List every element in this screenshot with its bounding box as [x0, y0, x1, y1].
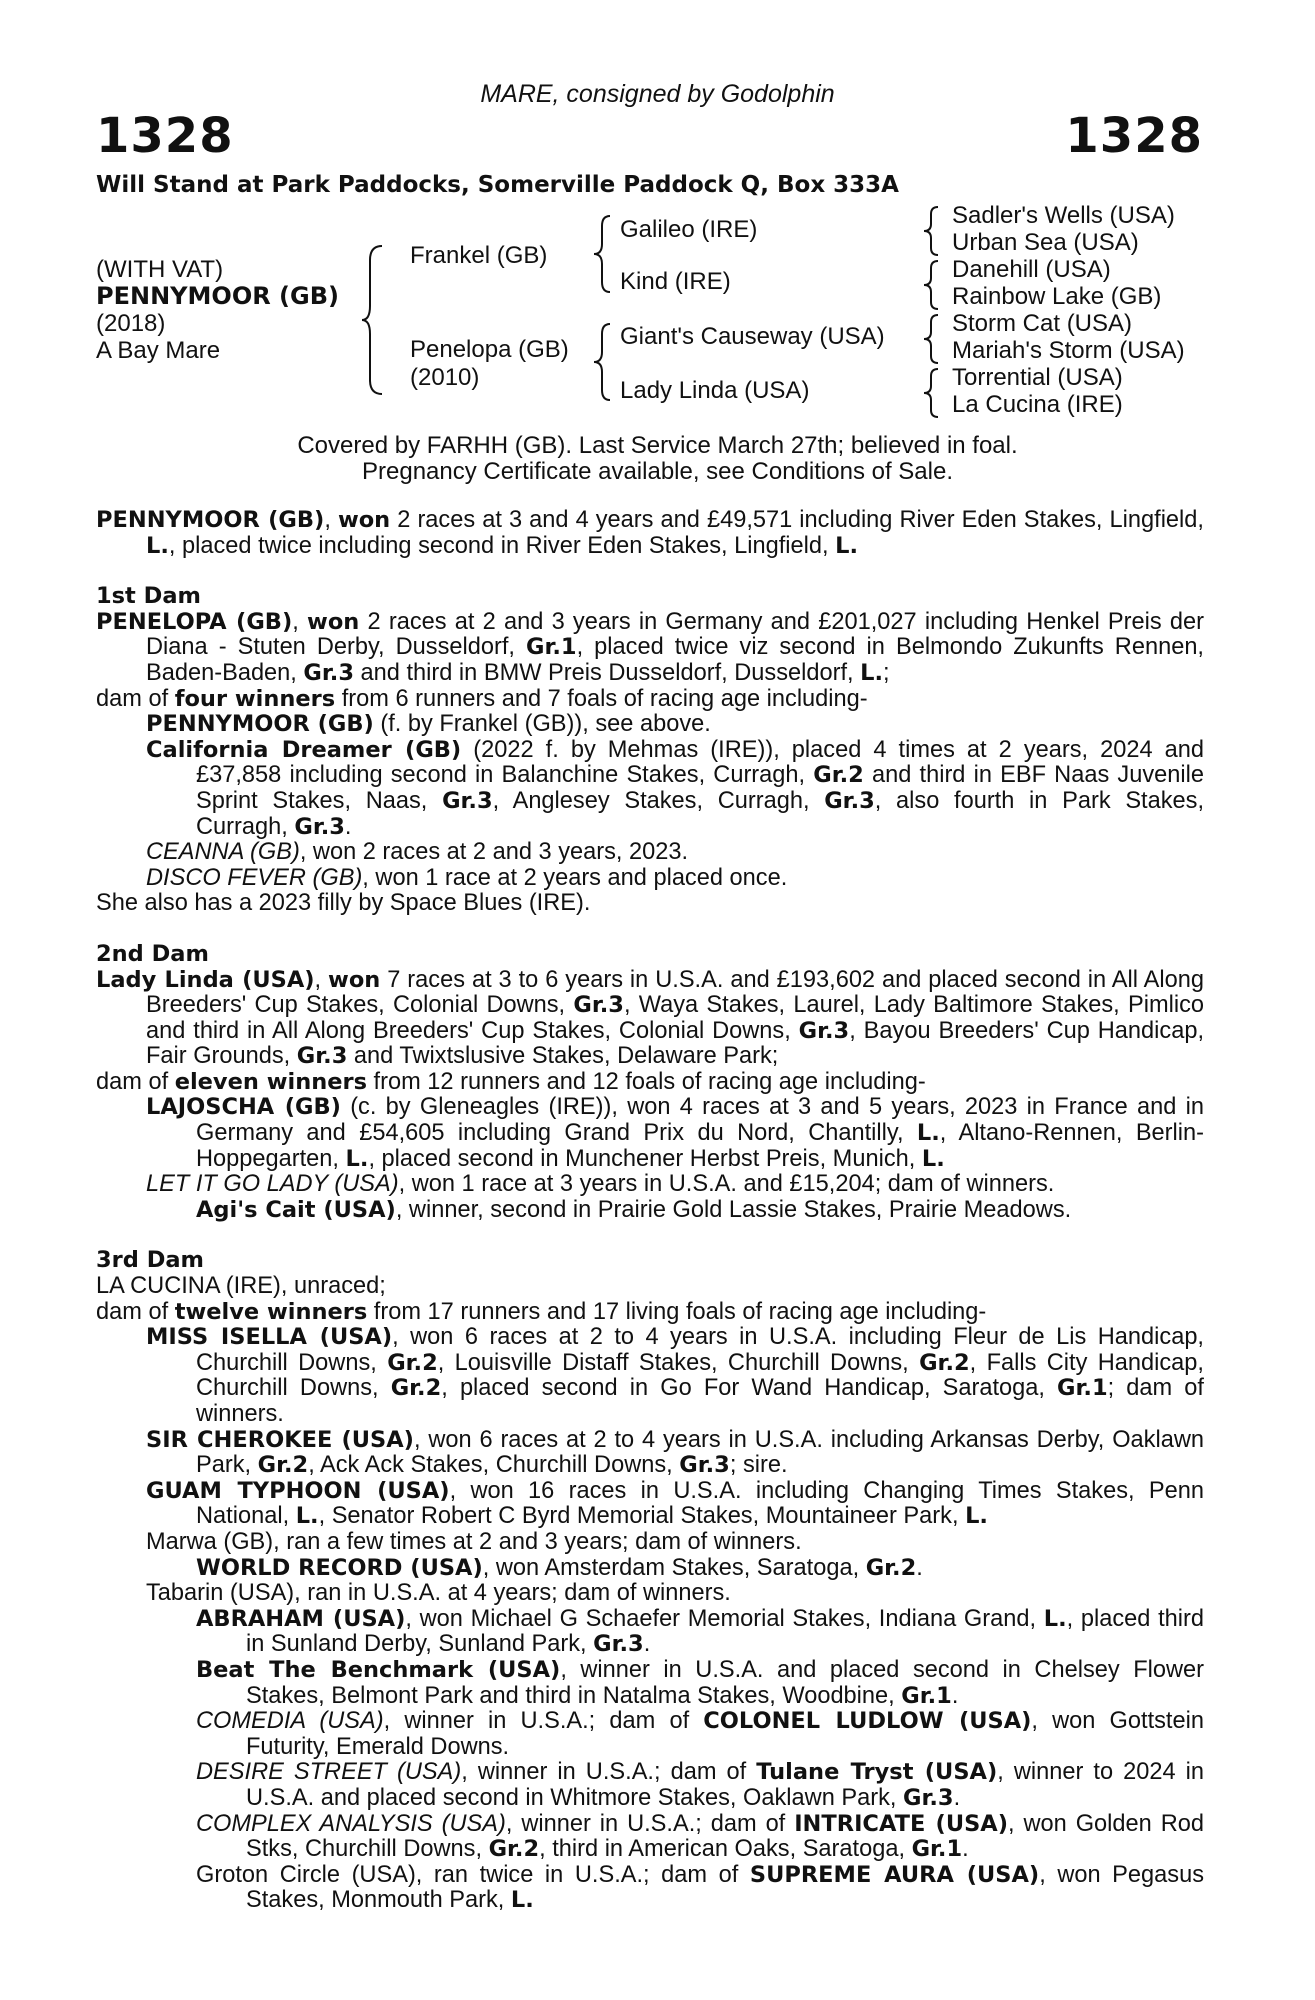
grandsire-7: Torrential (USA)	[952, 364, 1123, 391]
produce-comedia: COMEDIA (USA), winner in U.S.A.; dam of COLONEL LUDLOW (USA), won Gottstein Futurity, Emerald Downs.	[196, 1708, 1204, 1760]
produce-let-it-go-lady: LET IT GO LADY (USA), won 1 race at 3 years in U.S.A. and £15,204; dam of winners.	[146, 1171, 1055, 1198]
produce-groton-circle: Groton Circle (USA), ran twice in U.S.A.; dam of SUPREME AURA (USA), won Pegasus Stakes, Monmouth Park, L.	[196, 1861, 1205, 1914]
second-dam-record: Lady Linda (USA), won 7 races at 3 to 6 years in U.S.A. and £193,602 and placed second in All Along Breeders' Cup Stakes, Colonial Downs, Gr.3, Waya Stakes, Laurel, Lady Baltimore Stakes, Pimlico and third in All Along Breeders' Cup Stakes, Colonial Downs, Gr.3, Bayou Breeders' Cup Handicap, Fair Grounds, Gr.3 and Twixtslusive Stakes, Delaware Park;	[96, 966, 1205, 1070]
produce-desire-street: DESIRE STREET (USA), winner in U.S.A.; dam of Tulane Tryst (USA), winner to 2024 in U.S.A. and placed second in Whitmore Stakes, Oaklawn Park, Gr.3.	[196, 1759, 1205, 1811]
produce-complex-analysis: COMPLEX ANALYSIS (USA), winner in U.S.A.; dam of INTRICATE (USA), won Golden Rod Stks, Churchill Downs, Gr.2, third in American Oaks, Saratoga, Gr.1.	[196, 1810, 1205, 1863]
pedigree-brace-sire	[592, 212, 616, 296]
third-dam-heading: 3rd Dam	[96, 1247, 204, 1274]
first-dam-heading: 1st Dam	[96, 583, 201, 610]
produce-sir-cherokee: SIR CHEROKEE (USA), won 6 races at 2 to 4 years in U.S.A. including Arkansas Derby, Oaklawn Park, Gr.2, Ack Ack Stakes, Churchill Downs, Gr.3; sire.	[146, 1426, 1204, 1479]
third-dam-record: LA CUCINA (IRE), unraced;	[96, 1273, 386, 1300]
pregnancy-line: Pregnancy Certificate available, see Conditions of Sale.	[362, 458, 953, 485]
pedigree-brace-g3	[922, 312, 944, 366]
sire-sire: Galileo (IRE)	[620, 216, 758, 243]
pedigree-brace-g1	[922, 204, 944, 258]
covered-line: Covered by FARHH (GB). Last Service March 27th; believed in foal.	[297, 432, 1018, 459]
produce-ceanna: CEANNA (GB), won 2 races at 2 and 3 years, 2023.	[146, 839, 689, 866]
produce-beat-the-benchmark: Beat The Benchmark (USA), winner in U.S.A. and placed second in Chelsey Flower Stakes, Belmont Park and third in Natalma Stakes, Woodbine, Gr.1.	[196, 1656, 1204, 1709]
produce-marwa: Marwa (GB), ran a few times at 2 and 3 years; dam of winners.	[146, 1528, 802, 1555]
grandsire-4: Rainbow Lake (GB)	[952, 283, 1162, 310]
catalogue-body	[96, 508, 1204, 1914]
first-dam-produce: dam of four winners from 6 runners and 7 foals of racing age including-	[96, 685, 868, 712]
grandsire-2: Urban Sea (USA)	[952, 229, 1139, 256]
horse-desc: A Bay Mare	[96, 337, 221, 364]
dam-year: (2010)	[410, 364, 480, 391]
stand-location: Will Stand at Park Paddocks, Somerville Paddock Q, Box 333A	[96, 172, 899, 198]
horse-name: PENNYMOOR (GB)	[96, 282, 339, 310]
sire: Frankel (GB)	[410, 242, 548, 269]
produce-miss-isella: MISS ISELLA (USA), won 6 races at 2 to 4 years in U.S.A. including Fleur de Lis Handicap, Churchill Downs, Gr.2, Louisville Distaff Stakes, Churchill Downs, Gr.2, Falls City Handicap, Churchill Downs, Gr.2, placed second in Go For Wand Handicap, Saratoga, Gr.1; dam of winners.	[146, 1324, 1204, 1427]
lot-number-left: 1328	[96, 108, 234, 164]
produce-guam-typhoon: GUAM TYPHOON (USA), won 16 races in U.S.A. including Changing Times Stakes, Penn National, L., Senator Robert C Byrd Memorial Stakes, Mountaineer Park, L.	[146, 1477, 1204, 1530]
produce-tabarin: Tabarin (USA), ran in U.S.A. at 4 years; dam of winners.	[146, 1580, 731, 1607]
produce-abraham: ABRAHAM (USA), won Michael G Schaefer Memorial Stakes, Indiana Grand, L., placed third in Sunland Derby, Sunland Park, Gr.3.	[196, 1605, 1204, 1658]
horse-year: (2018)	[96, 310, 166, 337]
grandsire-5: Storm Cat (USA)	[952, 310, 1133, 337]
produce-disco-fever: DISCO FEVER (GB), won 1 race at 2 years and placed once.	[146, 864, 788, 891]
lot-number-right: 1328	[1065, 108, 1203, 164]
dam: Penelopa (GB)	[410, 336, 569, 363]
grandsire-1: Sadler's Wells (USA)	[952, 202, 1175, 229]
produce-pennymoor: PENNYMOOR (GB) (f. by Frankel (GB)), see above.	[146, 711, 711, 738]
horse-vat: (WITH VAT)	[96, 256, 224, 283]
third-dam-produce: dam of twelve winners from 17 runners and 17 living foals of racing age including-	[96, 1298, 987, 1325]
pedigree-brace-main	[360, 240, 390, 400]
dam-sire: Giant's Causeway (USA)	[620, 323, 885, 350]
pedigree-brace-dam	[592, 320, 616, 404]
pedigree-brace-g2	[922, 258, 944, 312]
consignment-line: MARE, consigned by Godolphin	[480, 80, 835, 108]
sire-dam: Kind (IRE)	[620, 268, 731, 295]
second-dam-heading: 2nd Dam	[96, 940, 209, 967]
horse-record: PENNYMOOR (GB), won 2 races at 3 and 4 years and £49,571 including River Eden Stakes, Lingfield, L., placed twice including second in River Eden Stakes, Lingfield, L.	[96, 507, 1204, 559]
grandsire-3: Danehill (USA)	[952, 256, 1111, 283]
dam-dam: Lady Linda (USA)	[620, 377, 810, 404]
grandsire-6: Mariah's Storm (USA)	[952, 337, 1185, 364]
produce-agis-cait: Agi's Cait (USA), winner, second in Prairie Gold Lassie Stakes, Prairie Meadows.	[196, 1196, 1072, 1223]
second-dam-produce: dam of eleven winners from 12 runners and 12 foals of racing age including-	[96, 1068, 926, 1095]
produce-lajoscha: LAJOSCHA (GB) (c. by Gleneagles (IRE)), won 4 races at 3 and 5 years, 2023 in France and in Germany and £54,605 including Grand Prix du Nord, Chantilly, L., Altano-Rennen, Berlin-Hoppegarten, L., placed second in Munchener Herbst Preis, Munich, L.	[146, 1094, 1205, 1172]
produce-california-dreamer: California Dreamer (GB) (2022 f. by Mehmas (IRE)), placed 4 times at 2 years, 2024 and £37,858 including second in Balanchine Stakes, Curragh, Gr.2 and third in EBF Naas Juvenile Sprint Stakes, Naas, Gr.3, Anglesey Stakes, Curragh, Gr.3, also fourth in Park Stakes, Curragh, Gr.3.	[146, 736, 1205, 840]
pedigree-brace-g4	[922, 366, 944, 420]
first-dam-filly: She also has a 2023 filly by Space Blues (IRE).	[96, 890, 591, 917]
first-dam-record: PENELOPA (GB), won 2 races at 2 and 3 years in Germany and £201,027 including Henkel Preis der Diana - Stuten Derby, Dusseldorf, Gr.1, placed twice viz second in Belmondo Zukunfts Rennen, Baden-Baden, Gr.3 and third in BMW Preis Dusseldorf, Dusseldorf, L.;	[96, 608, 1204, 686]
grandsire-8: La Cucina (IRE)	[952, 391, 1123, 418]
produce-world-record: WORLD RECORD (USA), won Amsterdam Stakes, Saratoga, Gr.2.	[196, 1554, 923, 1581]
